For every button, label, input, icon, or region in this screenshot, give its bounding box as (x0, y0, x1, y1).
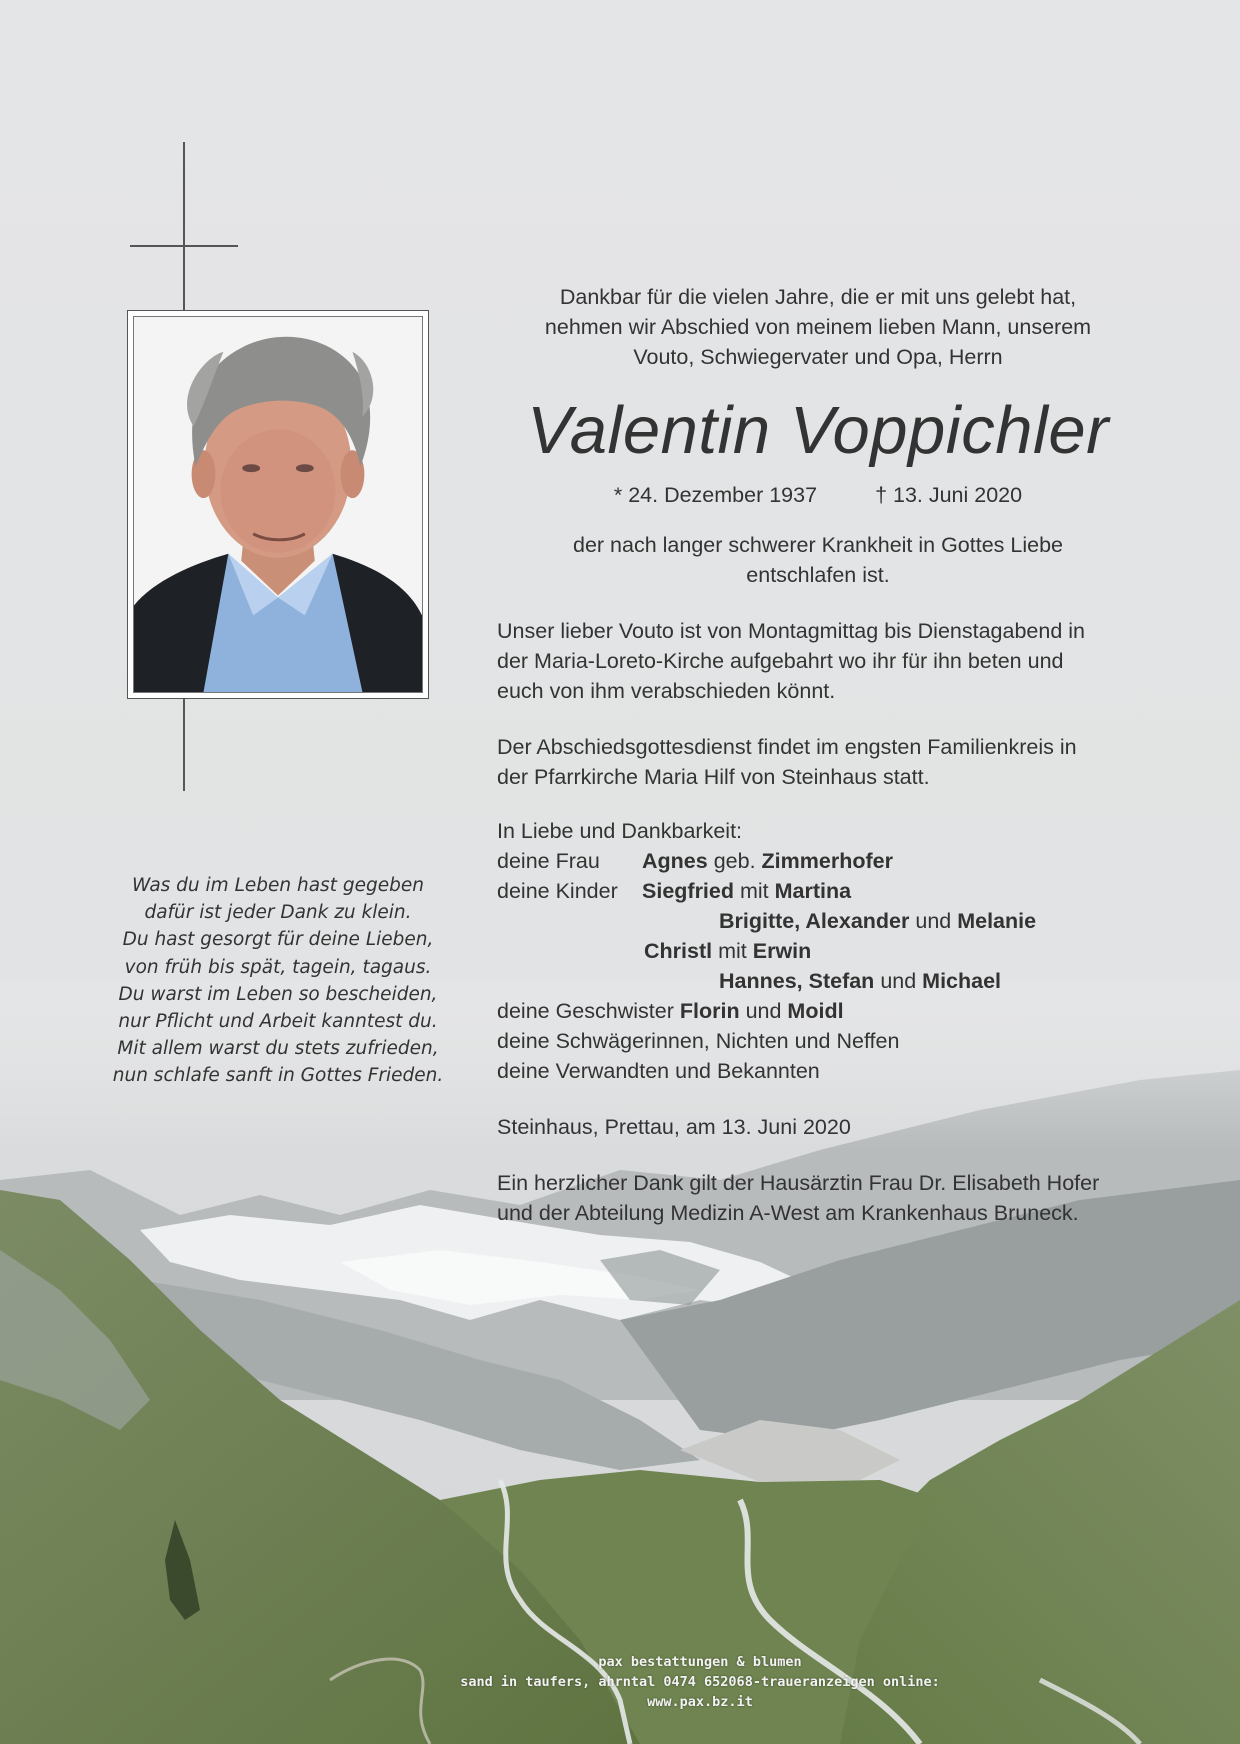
family-row-inlaws (497, 1026, 1139, 1056)
children-label: deine Kinder (497, 879, 618, 903)
grandchildren1-and: und (915, 909, 952, 933)
family-heading-row (497, 816, 1139, 846)
grandchildren1-entry (719, 906, 1036, 936)
portrait-photo-frame (127, 310, 429, 699)
wife-maiden-name: Zimmerhofer (761, 849, 893, 873)
thanks-paragraph (497, 1168, 1139, 1228)
place-date-text: Steinhaus, Prettau, am 13. Juni 2020 (497, 1115, 851, 1139)
child1-name: Siegfried (642, 879, 734, 903)
siblings-entry (497, 996, 844, 1026)
viewing-line: euch von ihm verabschieden könnt. (497, 679, 836, 703)
family-row-children (497, 876, 1139, 906)
death-statement-line: entschlafen ist. (746, 563, 890, 587)
family-row-siblings (497, 996, 1139, 1026)
grandchildren2-last: Michael (922, 969, 1002, 993)
life-dates (497, 480, 1139, 510)
wife-label: deine Frau (497, 849, 600, 873)
sibling2-name: Moidl (787, 999, 844, 1023)
obituary-text (497, 282, 1139, 1228)
deceased-name: Valentin Voppichler (527, 393, 1109, 468)
viewing-line: der Maria-Loreto-Kirche aufgebahrt wo ihr für ihn beten und (497, 649, 1064, 673)
child1-partner: Martina (774, 879, 852, 903)
death-statement (497, 530, 1139, 590)
memorial-poem (100, 872, 456, 1090)
intro-text (497, 282, 1139, 372)
place-date (497, 1112, 1139, 1142)
siblings-label: deine Geschwister (497, 999, 674, 1023)
wife-geb: geb. (713, 849, 756, 873)
death-date: † 13. Juni 2020 (875, 483, 1023, 507)
poem-line: Was du im Leben hast gegeben (132, 875, 424, 896)
intro-line: nehmen wir Abschied von meinem lieben Mann, unserem (544, 315, 1092, 339)
poem-line: nun schlafe sanft in Gottes Frieden. (112, 1065, 444, 1087)
family-heading: In Liebe und Dankbarkeit: (497, 819, 743, 843)
sibling1-name: Florin (679, 999, 740, 1023)
thanks-line: und der Abteilung Medizin A-West am Krankenhaus Bruneck. (497, 1201, 1079, 1225)
grandchildren2-and: und (880, 969, 917, 993)
cross-vertical-bottom (183, 698, 185, 791)
poem-line: nur Pflicht und Arbeit kanntest du. (118, 1011, 438, 1033)
family-row-grandchildren1 (497, 906, 1139, 936)
wife-name: Agnes (642, 849, 708, 873)
grandchildren1-names: Brigitte, Alexander (719, 909, 910, 933)
child1-with: mit (739, 879, 769, 903)
child2-name: Christl (644, 939, 713, 963)
child1-entry (642, 876, 851, 906)
family-row-child2 (497, 936, 1139, 966)
funeral-line: Der Abschiedsgottesdienst findet im engsten Familienkreis in (497, 735, 1077, 759)
viewing-line: Unser lieber Vouto ist von Montagmittag bis Dienstagabend in (497, 619, 1086, 643)
cross-horizontal-bar (130, 245, 238, 247)
funeral-paragraph (497, 732, 1139, 792)
funeral-line: der Pfarrkirche Maria Hilf von Steinhaus statt. (497, 765, 930, 789)
viewing-paragraph (497, 616, 1139, 706)
intro-line: Dankbar für die vielen Jahre, die er mit uns gelebt hat, (559, 285, 1077, 309)
inlaws-text: deine Schwägerinnen, Nichten und Neffen (497, 1029, 900, 1053)
child2-partner: Erwin (752, 939, 812, 963)
funeral-home-footer (420, 1652, 980, 1712)
family-list (497, 816, 1139, 1086)
poem-line: Mit allem warst du stets zufrieden, (117, 1038, 439, 1060)
poem-line: Du warst im Leben so bescheiden, (118, 983, 438, 1005)
birth-date: * 24. Dezember 1937 (613, 483, 818, 507)
child2-entry (644, 936, 811, 966)
family-row-relatives (497, 1056, 1139, 1086)
cross-vertical-top (183, 142, 185, 310)
footer-line-company: pax bestattungen & blumen (598, 1654, 802, 1670)
child2-with: mit (718, 939, 747, 963)
footer-line-contact: sand in taufers, ahrntal 0474 652068-traueranzeigen online: www.pax.bz.it (460, 1674, 940, 1710)
poem-line: von früh bis spät, tagein, tagaus. (124, 956, 432, 978)
relatives-text: deine Verwandten und Bekannten (497, 1059, 820, 1083)
poem-line: dafür ist jeder Dank zu klein. (144, 902, 412, 924)
poem-line: Du hast gesorgt für deine Lieben, (122, 929, 434, 951)
intro-line: Vouto, Schwiegervater und Opa, Herrn (633, 345, 1003, 369)
siblings-and: und (745, 999, 782, 1023)
thanks-line: Ein herzlicher Dank gilt der Hausärztin Frau Dr. Elisabeth Hofer (497, 1171, 1100, 1195)
family-row-grandchildren2 (497, 966, 1139, 996)
grandchildren2-names: Hannes, Stefan (719, 969, 875, 993)
death-statement-line: der nach langer schwerer Krankheit in Gottes Liebe (573, 533, 1063, 557)
grandchildren1-last: Melanie (957, 909, 1037, 933)
grandchildren2-entry (719, 966, 1001, 996)
wife-entry (642, 846, 893, 876)
portrait-photo (133, 316, 423, 693)
family-row-wife (497, 846, 1139, 876)
